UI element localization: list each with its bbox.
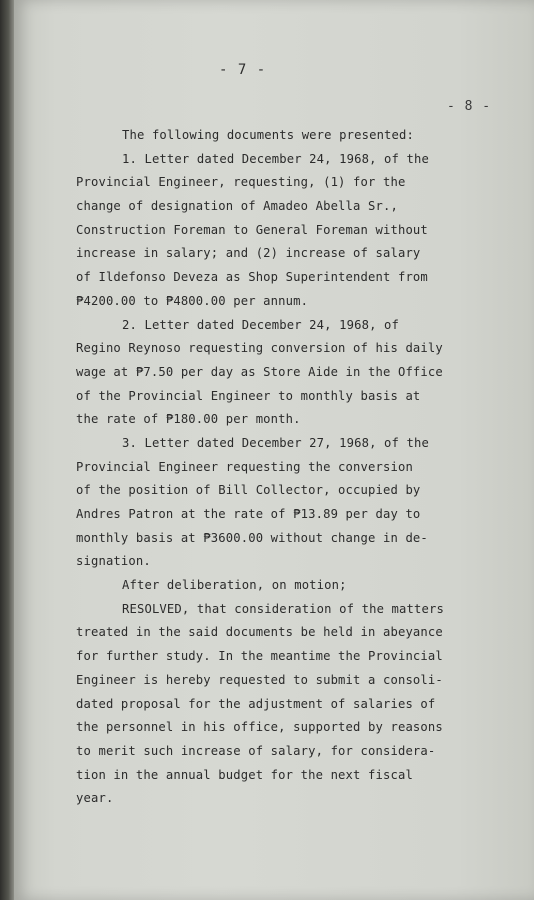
- text-line: RESOLVED, that consideration of the matters: [122, 601, 444, 616]
- text-line: change of designation of Amadeo Abella Sr.,: [76, 199, 398, 214]
- text-line: 2. Letter dated December 24, 1968, of: [122, 317, 400, 332]
- text-line: of the position of Bill Collector, occupied by: [76, 483, 421, 498]
- text-line: treated in the said documents be held in abeyance: [76, 625, 443, 640]
- page-binding-edge: [0, 0, 14, 900]
- text-line: The following documents were presented:: [122, 128, 415, 142]
- text-line: Andres Patron at the rate of ₱13.89 per day to: [76, 507, 421, 521]
- text-line: After deliberation, on motion;: [122, 578, 347, 593]
- text-line: Construction Foreman to General Foreman without: [76, 222, 428, 237]
- text-line: Provincial Engineer, requesting, (1) for the: [76, 175, 406, 190]
- text-line: for further study. In the meantime the Provincial: [76, 649, 443, 664]
- text-line: of the Provincial Engineer to monthly basis at: [76, 388, 421, 403]
- text-line: Provincial Engineer requesting the conversion: [76, 459, 413, 474]
- text-line: dated proposal for the adjustment of salaries of: [76, 696, 436, 711]
- page-number-8: - 8 -: [447, 99, 492, 114]
- page-number-7: - 7 -: [219, 62, 267, 78]
- text-line: 3. Letter dated December 27, 1968, of the: [122, 435, 429, 450]
- text-line: Engineer is hereby requested to submit a consoli-: [76, 672, 443, 687]
- text-line: the personnel in his office, supported by reasons: [76, 720, 443, 735]
- text-line: tion in the annual budget for the next fiscal: [76, 767, 413, 782]
- text-line: to merit such increase of salary, for considera-: [76, 743, 436, 758]
- document-body: [76, 124, 496, 811]
- text-line: wage at ₱7.50 per day as Store Aide in the Office: [76, 364, 443, 379]
- text-line: of Ildefonso Deveza as Shop Superintendent from: [76, 270, 428, 285]
- text-line: 1. Letter dated December 24, 1968, of the: [122, 151, 429, 166]
- text-line: year.: [76, 791, 114, 806]
- text-line: the rate of ₱180.00 per month.: [76, 412, 301, 427]
- text-line: monthly basis at ₱3600.00 without change in de-: [76, 530, 428, 545]
- text-line: Regino Reynoso requesting conversion of his daily: [76, 341, 443, 356]
- text-line: ₱4200.00 to ₱4800.00 per annum.: [76, 293, 309, 308]
- text-line: signation.: [76, 554, 151, 569]
- text-line: increase in salary; and (2) increase of salary: [76, 246, 421, 261]
